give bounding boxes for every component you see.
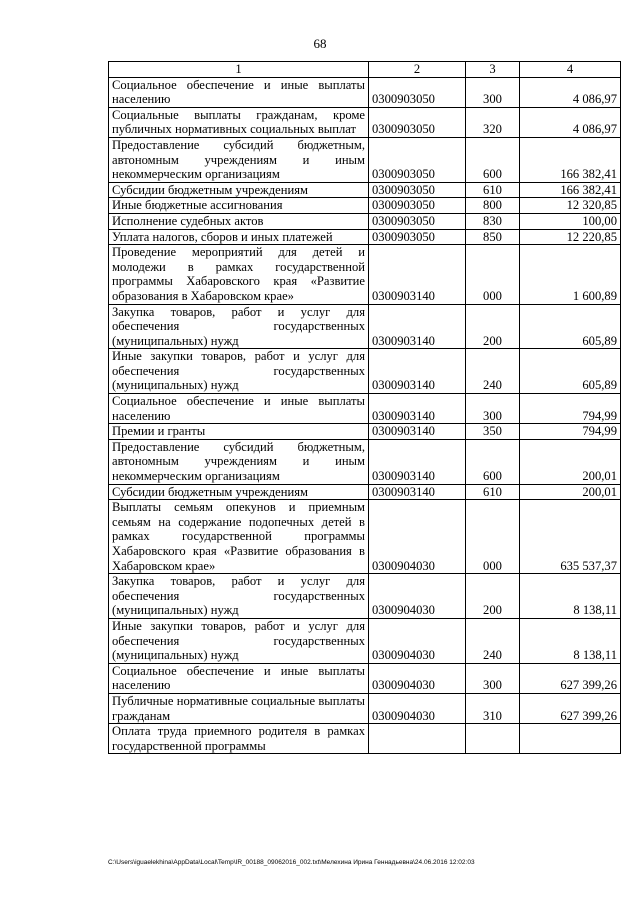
row-amount: 100,00 [520,213,621,229]
row-name: Социальное обеспечение и иные выплаты населению [109,394,369,424]
row-code: 0300903050 [369,182,466,198]
column-header: 2 [369,62,466,78]
table-row [109,182,621,198]
row-name: Социальное обеспечение и иные выплаты населению [109,663,369,693]
column-header: 4 [520,62,621,78]
row-expense-kind: 000 [466,500,520,574]
row-expense-kind: 240 [466,618,520,663]
table-row [109,424,621,440]
row-name: Премии и гранты [109,424,369,440]
table-row [109,77,621,107]
row-name: Выплаты семьям опекунов и приемным семьям на содержание подопечных детей в рамках государственной программы Хабаровского края «Развитие образования в Хабаровском крае» [109,500,369,574]
table-row [109,500,621,574]
row-code: 0300903140 [369,424,466,440]
row-amount: 12 220,85 [520,229,621,245]
row-name: Исполнение судебных актов [109,213,369,229]
row-name: Публичные нормативные социальные выплаты гражданам [109,693,369,723]
table-row [109,693,621,723]
table-row [109,618,621,663]
row-code: 0300904030 [369,500,466,574]
table-header-row [109,62,621,78]
row-name: Иные бюджетные ассигнования [109,198,369,214]
row-expense-kind: 830 [466,213,520,229]
row-expense-kind [466,724,520,754]
row-code: 0300903140 [369,439,466,484]
table-row [109,304,621,349]
row-code: 0300903050 [369,107,466,137]
row-expense-kind: 200 [466,574,520,619]
row-name: Субсидии бюджетным учреждениям [109,484,369,500]
table-row [109,198,621,214]
column-header: 3 [466,62,520,78]
row-amount: 635 537,37 [520,500,621,574]
column-header: 1 [109,62,369,78]
row-expense-kind: 850 [466,229,520,245]
row-amount: 12 320,85 [520,198,621,214]
row-code: 0300903050 [369,198,466,214]
row-code [369,724,466,754]
row-amount: 627 399,26 [520,663,621,693]
row-amount: 8 138,11 [520,574,621,619]
row-name: Оплата труда приемного родителя в рамках государственной программы [109,724,369,754]
row-code: 0300903140 [369,349,466,394]
row-expense-kind: 310 [466,693,520,723]
table-row [109,229,621,245]
row-expense-kind: 800 [466,198,520,214]
table-row [109,137,621,182]
row-amount: 605,89 [520,349,621,394]
row-amount: 166 382,41 [520,137,621,182]
table-row [109,245,621,304]
row-code: 0300904030 [369,693,466,723]
row-name: Предоставление субсидий бюджетным, автономным учреждениям и иным некоммерческим организациям [109,137,369,182]
row-name: Уплата налогов, сборов и иных платежей [109,229,369,245]
table-row [109,484,621,500]
table-row [109,349,621,394]
table-row [109,107,621,137]
row-expense-kind: 600 [466,137,520,182]
row-name: Проведение мероприятий для детей и молодежи в рамках государственной программы Хабаровского края «Развитие образования в Хабаровском крае» [109,245,369,304]
row-amount: 4 086,97 [520,107,621,137]
row-code: 0300903050 [369,229,466,245]
row-expense-kind: 240 [466,349,520,394]
row-expense-kind: 300 [466,663,520,693]
table-row [109,394,621,424]
row-expense-kind: 320 [466,107,520,137]
row-amount: 200,01 [520,484,621,500]
row-name: Социальное обеспечение и иные выплаты населению [109,77,369,107]
row-name: Закупка товаров, работ и услуг для обеспечения государственных (муниципальных) нужд [109,304,369,349]
row-code: 0300903140 [369,304,466,349]
row-name: Социальные выплаты гражданам, кроме публичных нормативных социальных выплат [109,107,369,137]
table-row [109,663,621,693]
row-amount: 8 138,11 [520,618,621,663]
row-amount: 605,89 [520,304,621,349]
table-row [109,724,621,754]
row-name: Иные закупки товаров, работ и услуг для обеспечения государственных (муниципальных) нужд [109,349,369,394]
row-amount: 166 382,41 [520,182,621,198]
row-amount: 200,01 [520,439,621,484]
row-amount: 1 600,89 [520,245,621,304]
row-code: 0300904030 [369,663,466,693]
footer-file-path: C:\Users\iguaelekhina\AppData\Local\Temp\IR_00188_09062016_002.txt\Мелехина Ирина Геннадьевна\24.06.2016 12:02:03 [108,859,475,866]
row-name: Субсидии бюджетным учреждениям [109,182,369,198]
row-code: 0300903050 [369,77,466,107]
row-name: Предоставление субсидий бюджетным, автономным учреждениям и иным некоммерческим организациям [109,439,369,484]
row-code: 0300903140 [369,394,466,424]
row-amount: 4 086,97 [520,77,621,107]
table-row [109,574,621,619]
row-expense-kind: 300 [466,77,520,107]
row-amount: 627 399,26 [520,693,621,723]
row-code: 0300904030 [369,618,466,663]
table-body [109,77,621,754]
page-number: 68 [313,36,327,51]
table-row [109,439,621,484]
row-code: 0300903140 [369,245,466,304]
row-code: 0300903140 [369,484,466,500]
row-expense-kind: 600 [466,439,520,484]
row-expense-kind: 350 [466,424,520,440]
row-amount [520,724,621,754]
row-expense-kind: 300 [466,394,520,424]
row-expense-kind: 610 [466,182,520,198]
table-row [109,213,621,229]
row-amount: 794,99 [520,394,621,424]
row-code: 0300903050 [369,213,466,229]
row-expense-kind: 200 [466,304,520,349]
row-expense-kind: 000 [466,245,520,304]
row-name: Иные закупки товаров, работ и услуг для обеспечения государственных (муниципальных) нужд [109,618,369,663]
budget-table [108,61,621,754]
row-expense-kind: 610 [466,484,520,500]
row-code: 0300903050 [369,137,466,182]
row-amount: 794,99 [520,424,621,440]
row-name: Закупка товаров, работ и услуг для обеспечения государственных (муниципальных) нужд [109,574,369,619]
row-code: 0300904030 [369,574,466,619]
